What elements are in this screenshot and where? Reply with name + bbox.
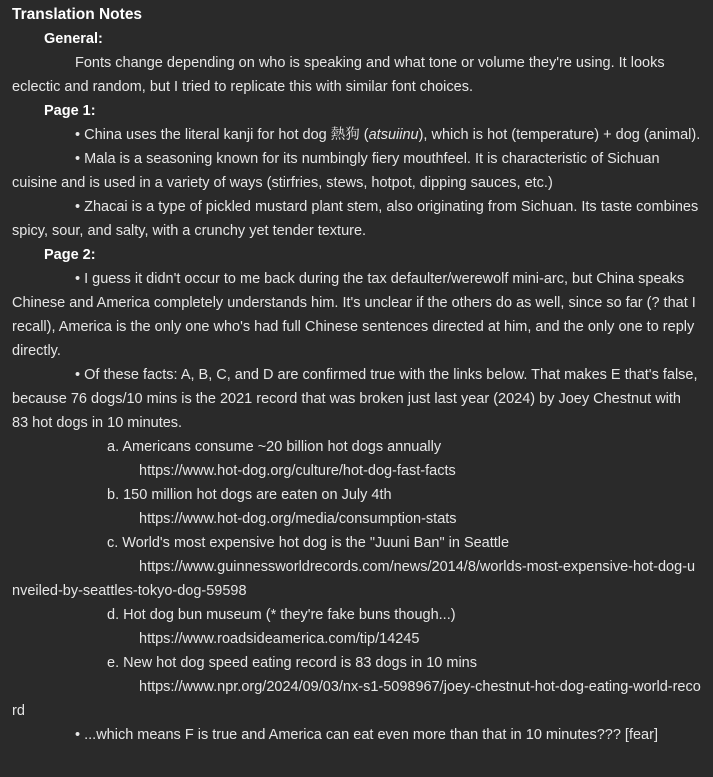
page1-note-hotdog	[12, 123, 701, 147]
general-heading: General:	[44, 31, 103, 47]
page1-note-hotdog-text-end: ), which is hot (temperature) + dog (animal).	[418, 127, 701, 143]
fact-item-c: c. World's most expensive hot dog is the "Juuni Ban" in Seattle	[107, 535, 510, 551]
fact-link-b[interactable]: https://www.hot-dog.org/media/consumption-stats	[139, 511, 457, 527]
page2-note-chinese: • I guess it didn't occur to me back during the tax defaulter/werewolf mini-arc, but China speaks Chinese and America completely understands him. It's unclear if the others do as well, since so far (? that I recall), America is the only one who's had full Chinese sentences directed at him, and the only one to reply directly.	[12, 271, 696, 359]
page1-note-zhacai: • Zhacai is a type of pickled mustard plant stem, also originating from Sichuan. Its taste combines spicy, sour, and salty, with a crunchy yet tender texture.	[12, 199, 699, 239]
fact-link-e[interactable]: https://www.npr.org/2024/09/03/nx-s1-5098967/joey-chestnut-hot-dog-eating-world-record	[12, 679, 701, 719]
general-note: Fonts change depending on who is speaking and what tone or volume they're using. It looks eclectic and random, but I tried to replicate this with similar font choices.	[12, 55, 665, 95]
fact-item-a: a. Americans consume ~20 billion hot dogs annually	[107, 439, 442, 455]
page1-heading: Page 1:	[44, 103, 96, 119]
fact-item-b: b. 150 million hot dogs are eaten on July 4th	[107, 487, 392, 503]
fact-link-c[interactable]: https://www.guinnessworldrecords.com/news/2014/8/worlds-most-expensive-hot-dog-unveiled-by-seattles-tokyo-dog-59598	[12, 559, 696, 599]
notes-title: Translation Notes	[12, 6, 143, 23]
fact-link-a[interactable]: https://www.hot-dog.org/culture/hot-dog-fast-facts	[139, 463, 456, 479]
page1-note-hotdog-reading: atsuiinu	[368, 127, 419, 143]
page2-heading: Page 2:	[44, 247, 96, 263]
page1-note-hotdog-text: • China uses the literal kanji for hot dog 熱狗 (	[75, 127, 369, 143]
fact-item-e: e. New hot dog speed eating record is 83 dogs in 10 mins	[107, 655, 477, 671]
page1-note-mala: • Mala is a seasoning known for its numbingly fiery mouthfeel. It is characteristic of Sichuan cuisine and is used in a variety of ways (stirfries, stews, hotpot, dipping sauces, etc.)	[12, 151, 660, 191]
fact-item-d: d. Hot dog bun museum (* they're fake buns though...)	[107, 607, 456, 623]
page2-note-conclusion: • ...which means F is true and America can eat even more than that in 10 minutes??? [fear]	[75, 727, 658, 743]
fact-link-d[interactable]: https://www.roadsideamerica.com/tip/14245	[139, 631, 420, 647]
page2-note-facts: • Of these facts: A, B, C, and D are confirmed true with the links below. That makes E that's false, because 76 dogs/10 mins is the 2021 record that was broken just last year (2024) by Joey Chestnut with 83 hot dogs in 10 minutes.	[12, 367, 698, 431]
